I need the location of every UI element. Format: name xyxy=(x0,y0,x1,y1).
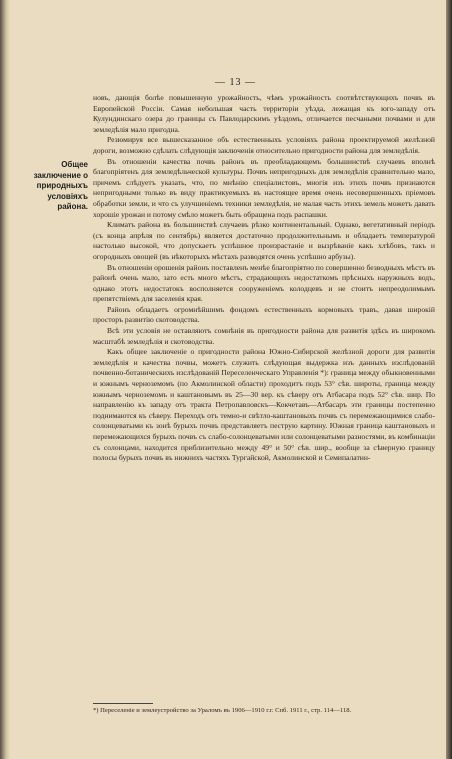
paragraph-4: Въ отношеніи орошенія районъ поставленъ менѣе благопріятно по совершенно безводныхъ мѣстъ въ районѣ очень мало, зато есть много мѣстъ, страдающихъ недостаткомъ прѣсныхъ наружныхъ водъ, однако этотъ недостатокъ восполняется сооруженіемъ колодцевъ и не стоитъ непреодолимымъ препятствіемъ для заселенія края. xyxy=(93,262,435,304)
paragraph-6: Всѣ эти условія не оставляютъ сомнѣнія въ пригодности района для развитія здѣсь въ широкомъ масштабѣ земледѣлія и скотоводства. xyxy=(93,326,435,346)
paragraph-0: новъ, дающія болѣе повышенную урожайность, чѣмъ урожайность соотвѣтствующихъ почвъ въ Европейской Россіи. Самая небольшая часть территоріи уѣзда, лежащая къ юго-западу отъ Кулундинскаго озера до границы съ Павлодарскимъ уѣздомъ, отличается песчаными почвами и для земледѣлія мало пригодна. xyxy=(93,93,435,134)
page-number: — 13 — xyxy=(215,77,256,88)
page-spine-shadow xyxy=(0,0,10,759)
side-heading: Общее заключение о природныхъ условіяхъ района. xyxy=(33,160,88,211)
footnote: *) Переселеніе и землеустройство за Ураломъ въ 1906—1910 г.г. Спб. 1911 г., стр. 114—118. xyxy=(93,707,352,714)
paragraph-7: Какъ общее заключеніе о пригодности района Южно-Сибирской желѣзной дороги для развитія земледѣлія и качества почвы, можетъ служить слѣдующая выдержка изъ данныхъ изслѣдованій почвенно-ботаническихъ изслѣдованій Переселенческаго Управленія *): граница между обыкновенными и южнымъ черноземомъ (по Акмолинской области) проходитъ подъ 53° сѣв. широты, граница между южнымъ черноземомъ и каштановымъ въ 25—30 вер. къ сѣверу отъ Атбасара подъ 52° сѣв. шир. По направленію къ западу отъ тракта Петропавловскъ—Кокчетавъ—Атбасаръ эти границы постепенно поднимаются къ сѣверу. Переходъ отъ темно-и свѣтло-каштановыхъ почвъ съ перемежающимися слабо-солонцеватыми къ зонѣ бурыхъ почвъ представляетъ пеструю картину. Южная граница каштановыхъ и перемежающихся бурыхъ почвъ съ слабо-солонцеватыми или солонцеватыми разностями, въ комбинаціи съ солонцами, находится приблизительно между 49° и 50° сѣв. шир., вообще за сѣверную границу полосы бурыхъ почвъ въ нижнихъ частяхъ Тургайской, Акмолинской и Семипалатин- xyxy=(93,347,435,463)
paragraph-1: Резюмируя все вышесказанное объ естественныхъ условіяхъ района проектируемой желѣзной дороги, возможно сдѣлать слѣдующія заключенія относительно пригодности района для земледѣлія. xyxy=(93,135,435,155)
paragraph-2: Въ отношеніи качества почвъ районъ въ преобладающемъ большинствѣ случаевъ вполнѣ благопріятенъ для земледѣльческой культуры. Почвъ непригодныхъ для земледѣлія сравнительно мало, причемъ слѣдуетъ указать, что, по мнѣнію спеціалистовъ, многія изъ этихъ почвъ признаются непригодными только въ виду практикуемыхъ въ настоящее время очень несовершенныхъ пріемовъ обработки земли, и что съ улучшеніемъ техники земледѣлія, не малая часть этихъ земель можетъ давать хорошіе урожаи и потому смѣло можетъ быть обращена подъ распашки. xyxy=(93,156,435,219)
paragraph-3: Климатъ района въ большинствѣ случаевъ рѣзко континентальный. Однако, вегетативный періодъ (съ конца апрѣля по сентябрь) является достаточно продолжительнымъ и обладаетъ температурой настолько высокой, что допускаетъ успѣшное произрастаніе и вызрѣваніе какъ хлѣбовъ, такъ и огородныхъ овощей (въ нѣкоторыхъ мѣстахъ разводятся очень успѣшно арбузы). xyxy=(93,220,435,261)
page-edge-shadow xyxy=(446,0,452,759)
footnote-divider xyxy=(93,703,153,704)
body-text xyxy=(93,93,435,464)
paragraph-5: Районъ обладаетъ огромнѣйшимъ фондомъ естественныхъ кормовыхъ травъ, давая широкій просторъ развитію скотоводства. xyxy=(93,304,435,325)
